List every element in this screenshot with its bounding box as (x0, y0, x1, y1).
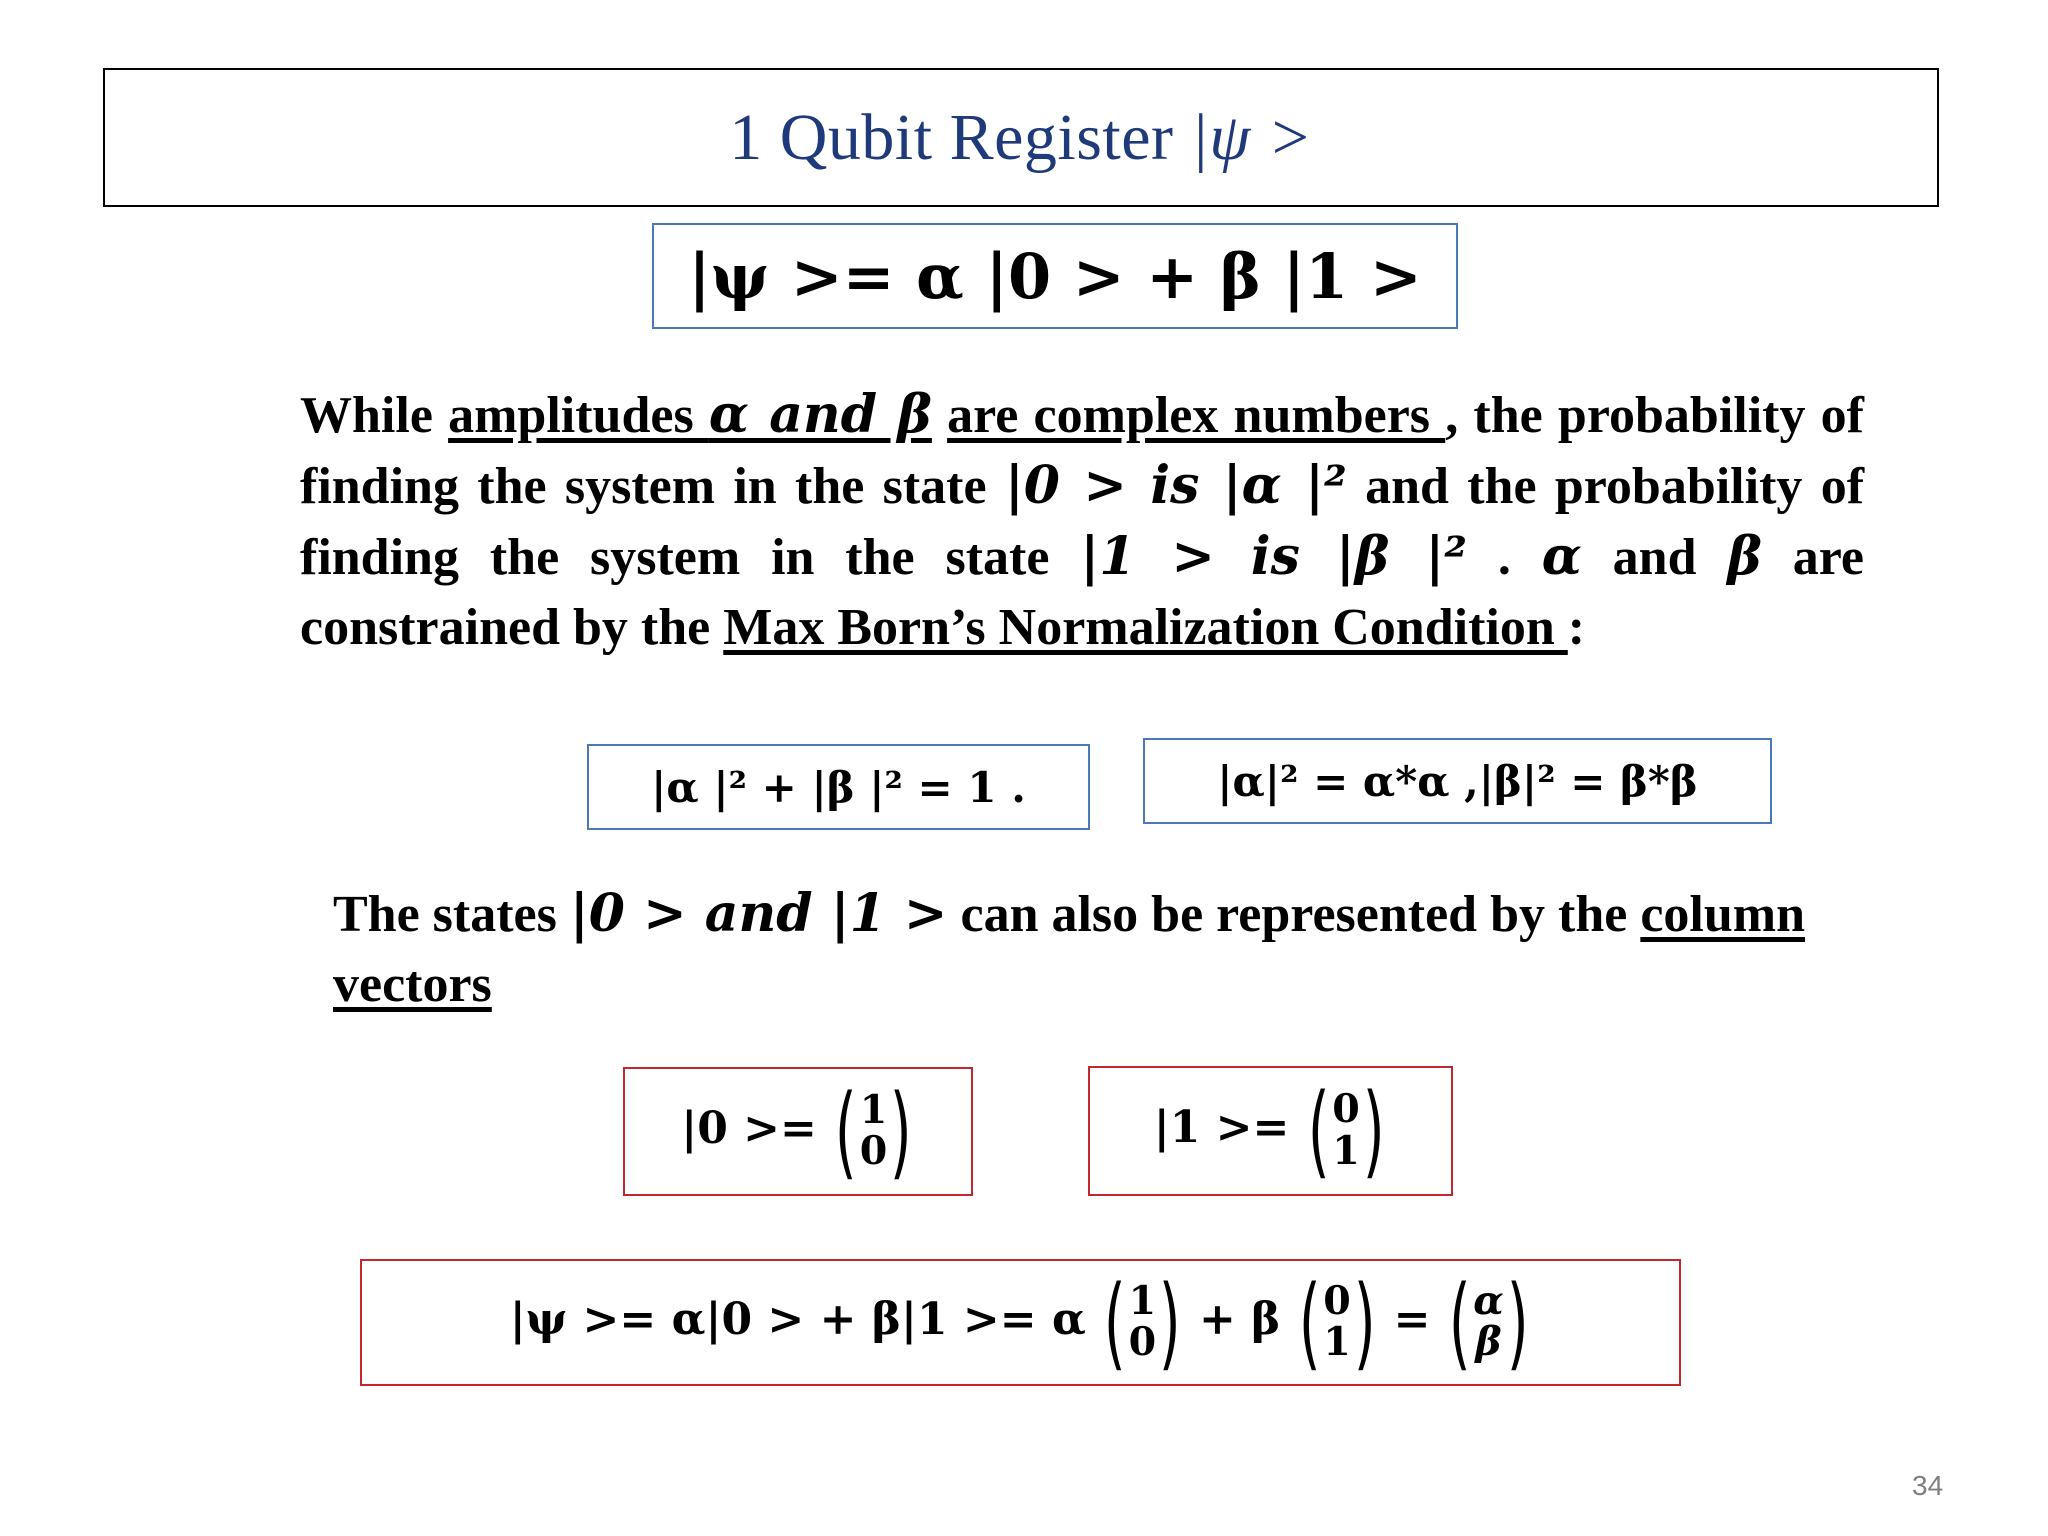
combined-plus: + β (1199, 1294, 1281, 1345)
underlined-text: amplitudes (448, 387, 709, 444)
underlined-text: are complex numbers (947, 387, 1446, 444)
conjugate-equation: |α|² = α*α ,|β|² = β*β (1217, 756, 1698, 806)
column-vectors-paragraph (333, 879, 1833, 1020)
vector-ket-zero: ( 1 0 ) (1104, 1262, 1181, 1381)
math-alpha-beta: α and β (708, 384, 932, 445)
ket-one-lhs: |1 >= (1153, 1102, 1290, 1154)
vector-bottom: 0 (1128, 1319, 1157, 1366)
vector-top: 0 (1323, 1277, 1351, 1324)
vector-bottom: 1 (1332, 1127, 1360, 1174)
text: : (1567, 599, 1586, 656)
ket-zero-lhs: |0 >= (681, 1103, 817, 1154)
conjugate-equation-box (1143, 738, 1772, 824)
normalization-equation-box (587, 744, 1090, 830)
vector-top: 1 (859, 1086, 888, 1133)
ket-zero-vector: ( 1 0 ) (835, 1071, 912, 1190)
text: and (1581, 529, 1728, 586)
combined-equals: = (1393, 1294, 1431, 1345)
vector-bottom: 0 (859, 1128, 888, 1175)
vector-bottom: 1 (1323, 1319, 1351, 1366)
math-prob-one: |1 > is |β |² (1080, 526, 1468, 587)
combined-equation-box (360, 1259, 1681, 1386)
text: are constrained by the (300, 529, 1865, 656)
vector-ket-one: ( 0 1 ) (1298, 1262, 1376, 1381)
combined-lhs: |ψ >= α|0 > + β|1 >= α (509, 1294, 1086, 1345)
vector-top: 1 (1128, 1277, 1157, 1324)
math-prob-zero: |0 > is |α |² (1004, 455, 1347, 516)
vector-alpha-beta: ( α β ) (1448, 1262, 1529, 1381)
math-alpha: α (1541, 526, 1582, 587)
probability-paragraph (300, 380, 1864, 663)
page-number: 34 (1912, 1470, 1944, 1501)
title-math: |ψ > (1190, 100, 1313, 174)
ket-one-vector: ( 0 1 ) (1307, 1071, 1385, 1190)
vector-top: 0 (1332, 1086, 1360, 1133)
math-kets: |0 > and |1 > (569, 883, 948, 944)
text (932, 387, 947, 444)
amplitudes-link-text (448, 384, 932, 445)
normalization-condition-text: Max Born’s Normalization Condition (723, 599, 1568, 656)
slide-title (729, 100, 1312, 176)
ket-one-equation (1153, 1071, 1388, 1190)
ket-one-box (1088, 1066, 1453, 1196)
normalization-equation: |α |² + |β |² = 1 . (651, 762, 1026, 812)
text: , the probability of finding the system in the state (300, 387, 1864, 515)
text: can also be represented by the (947, 886, 1641, 943)
main-equation: |ψ >= α |0 > + β |1 > (688, 239, 1422, 313)
ket-zero-equation (681, 1071, 915, 1190)
text: and the probability of finding the system in the state (300, 458, 1865, 586)
text: The states (333, 886, 570, 943)
column-vectors-text: column vectors (333, 886, 1806, 1013)
main-equation-box (652, 223, 1458, 329)
text: While (300, 387, 449, 444)
combined-equation (509, 1262, 1531, 1381)
vector-bottom: β (1475, 1319, 1502, 1366)
title-box (103, 68, 1939, 207)
title-text: 1 Qubit Register (729, 100, 1174, 174)
text: . (1467, 529, 1542, 586)
vector-top: α (1473, 1277, 1504, 1324)
ket-zero-box (623, 1067, 973, 1196)
math-beta: β (1727, 526, 1762, 587)
